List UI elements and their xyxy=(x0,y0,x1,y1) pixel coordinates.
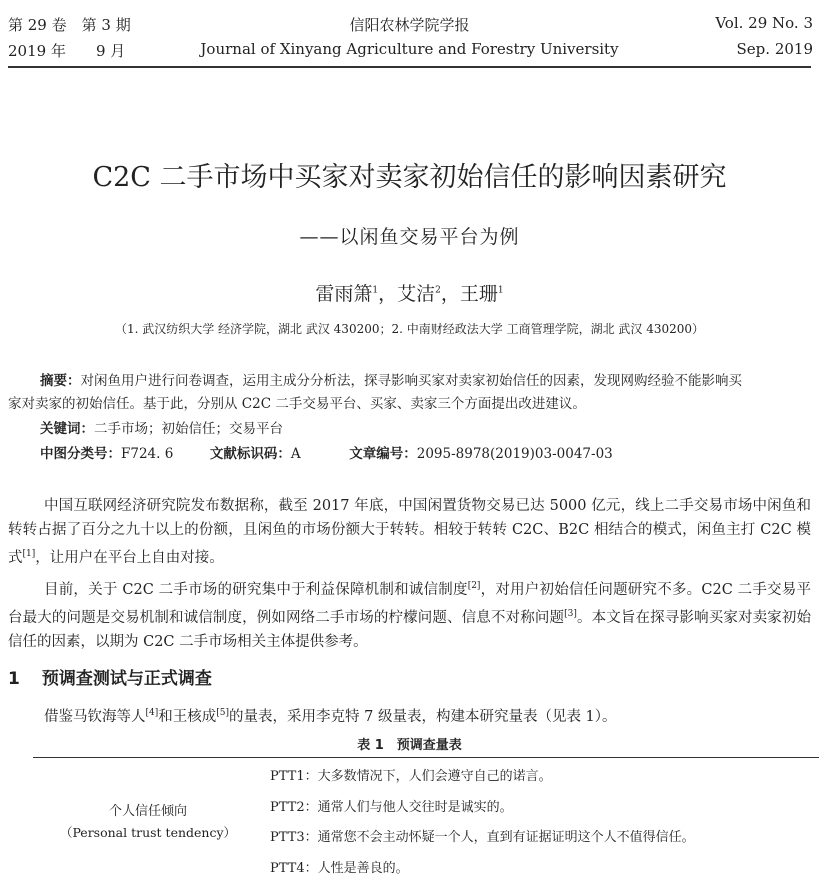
volume-issue-cn: 第 29 卷 第 3 期 xyxy=(8,16,131,34)
abstract-label: 摘要： xyxy=(40,373,81,389)
doc-code-value: A xyxy=(290,446,301,462)
p1-end: ，让用户在平台上自由对接。 xyxy=(35,549,224,566)
keywords-label: 关键词： xyxy=(40,421,94,437)
section-heading-1 xyxy=(8,664,212,689)
clc-value: F724. 6 xyxy=(121,446,174,462)
journal-name-cn: 信阳农林学院学报 xyxy=(349,16,470,34)
s1-text-c: 的量表，采用李克特 7 级量表，构建本研究量表（见表 1）。 xyxy=(229,709,617,725)
author-3-affil: 1 xyxy=(497,285,504,296)
article-no-value: 2095-8978(2019)03-0047-03 xyxy=(416,446,613,462)
author-list xyxy=(0,279,819,306)
s1-text-b: 和王核成 xyxy=(158,709,217,725)
table-item-ptt1: PTT1：大多数情况下，人们会遵守自己的诺言。 xyxy=(270,769,552,784)
paper-subtitle: ——以闲鱼交易平台为例 xyxy=(299,226,520,248)
header-rule xyxy=(8,66,811,68)
table-top-rule xyxy=(33,757,819,758)
abstract-line-2: 家对卖家的初始信任。基于此，分别从 C2C 二手交易平台、买家、卖家三个方面提出改进建议。 xyxy=(8,396,586,412)
author-sep: ， xyxy=(378,283,398,305)
table-item-ptt4: PTT4：人性是善良的。 xyxy=(270,861,409,876)
table-caption: 表 1 预调查量表 xyxy=(357,738,462,753)
p1-text: 中国互联网经济研究院发布数据称，截至 2017 年底，中国闲置货物交易已达 5000 亿元，线上二手交易市场中闲鱼和转转占据了百分之九十以上的份额，且闲鱼的市场份额大于转转。相较于转转 C2C、B2C 相结合的模式，闲鱼主打 C2C 模式 xyxy=(8,498,811,566)
author-2: 艾洁 xyxy=(397,283,436,305)
table-row-label-cn: 个人信任倾向 xyxy=(108,804,187,819)
article-no-label: 文章编号： xyxy=(349,446,417,462)
author-2-affil: 2 xyxy=(435,285,441,296)
p2-text-c: 。本文旨在探寻影响买家对卖家初始信任的因素，以期为 C2C 二手市场相关主体提供参考。 xyxy=(8,609,812,650)
doc-code-label: 文献标识码： xyxy=(209,446,291,462)
date-cn: 2019 年 9 月 xyxy=(8,42,126,60)
table-item-ptt2: PTT2：通常人们与他人交往时是诚实的。 xyxy=(270,800,513,815)
journal-name-en: Journal of Xinyang Agriculture and Forestry University xyxy=(200,40,619,58)
volume-issue-en: Vol. 29 No. 3 xyxy=(715,14,813,32)
clc-label: 中图分类号： xyxy=(40,446,121,462)
citation-4[interactable]: [4] xyxy=(145,708,159,719)
keywords-text: 二手市场；初始信任；交易平台 xyxy=(94,421,283,437)
body-paragraph-1 xyxy=(8,494,811,570)
author-1-affil: 1 xyxy=(372,285,379,296)
body-paragraph-2 xyxy=(8,574,811,654)
citation-2[interactable]: [2] xyxy=(467,581,481,591)
section-1-paragraph xyxy=(44,705,617,726)
classification-line xyxy=(40,443,613,466)
citation-5[interactable]: [5] xyxy=(216,708,229,719)
author-3: 王珊 xyxy=(459,283,498,305)
p2-text-a: 目前，关于 C2C 二手市场的研究集中于利益保障机制和诚信制度 xyxy=(44,581,468,598)
date-en: Sep. 2019 xyxy=(736,40,813,58)
section-number: 1 xyxy=(8,669,20,689)
abstract-line-1 xyxy=(40,370,742,393)
table-row-label-en: （Personal trust tendency） xyxy=(59,825,237,840)
keywords xyxy=(40,418,283,441)
p2-text-b: ，对用户初始信任问题研究不多。C2C 二手交易平台最大的问题是交易机制和诚信制度，例如网络二手市场的柠檬问题、信息不对称问题 xyxy=(8,581,811,626)
table-item-ptt3: PTT3：通常您不会主动怀疑一个人，直到有证据证明这个人不值得信任。 xyxy=(270,830,695,845)
citation-3[interactable]: [3] xyxy=(564,608,577,619)
citation-1[interactable]: [1] xyxy=(22,549,36,559)
affiliations: （1. 武汉纺织大学 经济学院，湖北 武汉 430200；2. 中南财经政法大学 工商管理学院，湖北 武汉 430200） xyxy=(114,322,705,336)
s1-text-a: 借鉴马钦海等人 xyxy=(44,709,146,725)
section-title: 预调查测试与正式调查 xyxy=(41,669,212,689)
abstract-text-1: 对闲鱼用户进行问卷调查，运用主成分分析法，探寻影响买家对卖家初始信任的因素，发现网购经验不能影响买 xyxy=(80,373,742,389)
paper-title: C2C 二手市场中买家对卖家初始信任的影响因素研究 xyxy=(92,162,727,193)
author-sep: ， xyxy=(440,283,460,305)
author-1: 雷雨箫 xyxy=(315,283,373,305)
